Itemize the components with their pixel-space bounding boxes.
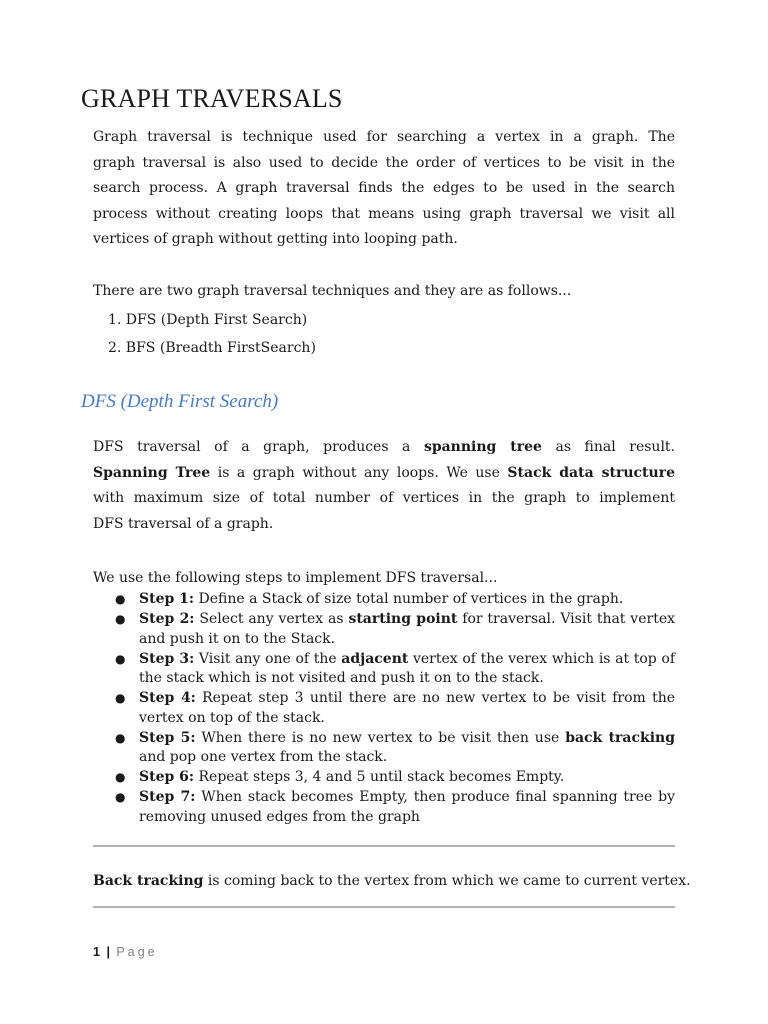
step-text — [139, 768, 675, 788]
dfs-paragraph — [93, 435, 675, 537]
step-label: Step 4: — [139, 690, 196, 706]
text-run: DFS traversal of a graph, produces a — [93, 439, 424, 455]
text-run: Repeat step 3 until there are no new vertex to be visit from the vertex on top of the stack. — [139, 690, 675, 726]
step-item — [115, 590, 675, 610]
divider — [93, 845, 675, 847]
text-run: vertex of the verex which is at top of the stack which is not visited and push it on to the stack. — [139, 650, 675, 686]
step-text — [139, 590, 675, 610]
step-label: Step 1: — [139, 591, 195, 607]
dfs-line — [93, 435, 675, 461]
step-text — [139, 788, 675, 827]
section-heading-dfs: DFS (Depth First Search) — [81, 391, 279, 412]
step-label: Step 7: — [139, 789, 196, 805]
text-run: When there is no new vertex to be visit then use — [195, 729, 566, 746]
bold-term: adjacent — [341, 650, 409, 667]
text-run: as final result. — [541, 439, 675, 455]
text-run: Select any vertex as — [194, 611, 349, 627]
bold-term: starting point — [348, 611, 458, 627]
step-label: Step 3: — [139, 650, 195, 667]
step-item — [115, 610, 675, 649]
bullet-icon: ● — [115, 612, 126, 626]
step-item — [115, 729, 676, 768]
step-label: Step 2: — [139, 611, 195, 627]
bullet-icon: ● — [115, 730, 126, 745]
bold-term: Stack data structure — [507, 464, 675, 481]
bold-term: Spanning Tree — [93, 464, 211, 481]
intro-paragraph — [93, 125, 675, 253]
text-run: is a graph without any loops. We use — [210, 464, 508, 481]
step-item — [115, 788, 675, 827]
text-run: Define a Stack of size total number of vertices in the graph. — [194, 591, 624, 607]
backtracking-definition — [93, 870, 691, 892]
page-label: Page — [116, 945, 158, 959]
steps-list — [115, 590, 676, 828]
intro-line: process without creating loops that means using graph traversal we visit all — [93, 205, 675, 222]
list-item: 2. BFS (Breadth FirstSearch) — [108, 340, 316, 356]
dfs-line: DFS traversal of a graph. — [93, 515, 274, 532]
step-text — [139, 650, 675, 689]
steps-intro: We use the following steps to implement DFS traversal... — [93, 570, 498, 586]
bullet-icon: ● — [115, 770, 126, 784]
text-run: for traversal. Visit that vertex and push it on to the Stack. — [139, 611, 675, 647]
step-text — [139, 610, 675, 649]
bullet-icon: ● — [115, 592, 126, 606]
page-number: 1 — [93, 945, 100, 959]
text-run: Repeat steps 3, 4 and 5 until stack becomes Empty. — [194, 769, 565, 785]
step-label: Step 5: — [139, 729, 196, 746]
bold-term: spanning tree — [423, 439, 542, 455]
bold-term: Back tracking — [93, 873, 204, 889]
text-run: When stack becomes Empty, then produce final spanning tree by removing unused edges from the graph — [139, 789, 675, 825]
divider — [93, 906, 675, 908]
bullet-icon: ● — [115, 651, 126, 666]
bullet-icon: ● — [115, 790, 126, 804]
step-item — [115, 689, 675, 728]
footer-separator: | — [106, 945, 110, 959]
step-text — [139, 689, 675, 728]
intro-line: graph traversal is also used to decide the order of vertices to be visit in the — [93, 154, 675, 171]
step-text — [139, 729, 675, 768]
bold-term: back tracking — [565, 729, 676, 746]
intro-line: Graph traversal is technique used for searching a vertex in a graph. The — [93, 129, 675, 145]
step-label: Step 6: — [139, 769, 195, 785]
techniques-intro: There are two graph traversal techniques and they are as follows... — [93, 283, 572, 299]
text-run: Visit any one of the — [194, 650, 342, 667]
page-title: GRAPH TRAVERSALS — [81, 84, 343, 113]
step-item — [115, 768, 675, 788]
bullet-icon: ● — [115, 691, 126, 705]
dfs-line: with maximum size of total number of vertices in the graph to implement — [93, 490, 675, 506]
page-footer — [93, 945, 158, 959]
techniques-list — [108, 306, 316, 362]
intro-line: search process. A graph traversal finds the edges to be used in the search — [93, 180, 675, 196]
text-run: is coming back to the vertex from which we came to current vertex. — [203, 873, 691, 889]
step-item — [115, 650, 675, 689]
list-item: 1. DFS (Depth First Search) — [108, 312, 308, 328]
text-run: and pop one vertex from the stack. — [139, 749, 388, 765]
intro-line: vertices of graph without getting into looping path. — [93, 231, 458, 247]
dfs-line — [93, 461, 675, 487]
